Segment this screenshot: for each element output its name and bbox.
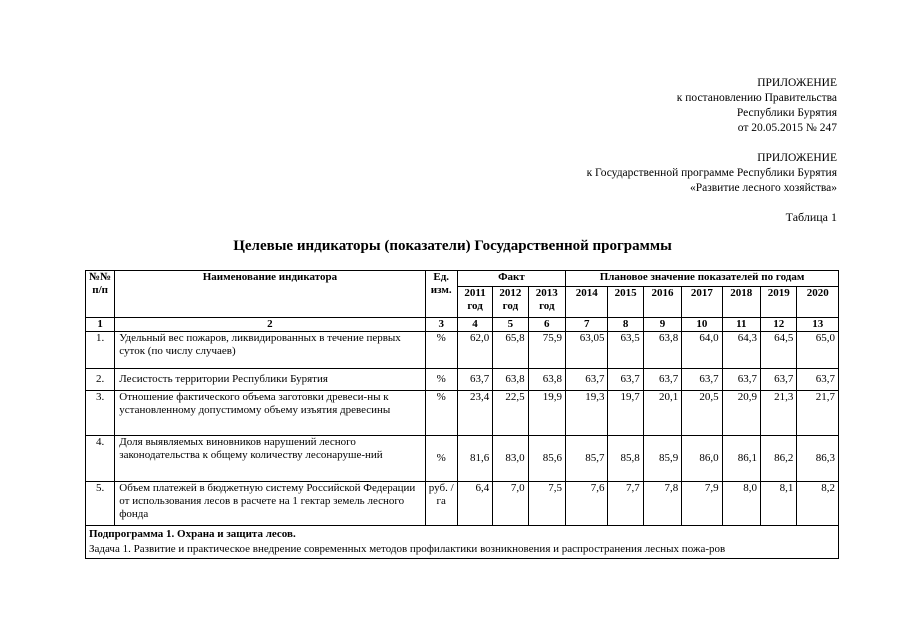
header-plan-year: 2016 bbox=[643, 287, 681, 318]
header-fact-year: 2012 год bbox=[493, 287, 528, 318]
header-plan-year: 2018 bbox=[722, 287, 760, 318]
header-fact: Факт bbox=[457, 271, 565, 287]
column-number: 6 bbox=[528, 318, 565, 332]
indicator-value: 85,9 bbox=[643, 436, 681, 482]
header-plan-year: 2019 bbox=[761, 287, 797, 318]
indicator-value: 7,5 bbox=[528, 482, 565, 526]
indicator-value: 63,5 bbox=[608, 332, 643, 369]
indicator-value: 7,8 bbox=[643, 482, 681, 526]
table-row bbox=[86, 369, 839, 391]
indicator-value: 85,8 bbox=[608, 436, 643, 482]
indicator-name: Отношение фактического объема заготовки древеси-ны к установленному допустимому объему изъятия древесины bbox=[115, 391, 425, 436]
indicator-value: 63,7 bbox=[761, 369, 797, 391]
indicator-name: Удельный вес пожаров, ликвидированных в течение первых суток (по числу случаев) bbox=[115, 332, 425, 369]
indicator-unit: % bbox=[425, 391, 457, 436]
indicator-value: 6,4 bbox=[457, 482, 492, 526]
indicator-value: 63,8 bbox=[493, 369, 528, 391]
annex-line: Республики Бурятия bbox=[736, 107, 837, 119]
subprogram-task: Задача 1. Развитие и практическое внедрение современных методов профилактики возникновения и распространения лесных пожа-ров bbox=[89, 543, 726, 555]
row-number: 5. bbox=[86, 482, 115, 526]
column-number: 3 bbox=[425, 318, 457, 332]
table-row bbox=[86, 332, 839, 369]
indicator-value: 19,3 bbox=[566, 391, 608, 436]
header-plan-year: 2014 bbox=[566, 287, 608, 318]
indicator-value: 20,1 bbox=[643, 391, 681, 436]
indicator-value: 75,9 bbox=[528, 332, 565, 369]
header-plan: Плановое значение показателей по годам bbox=[566, 271, 839, 287]
indicator-name: Объем платежей в бюджетную систему Российской Федерации от использования лесов в расчете на 1 гектар земель лесного фонда bbox=[115, 482, 425, 526]
indicator-value: 21,7 bbox=[797, 391, 839, 436]
table-row bbox=[86, 391, 839, 436]
column-number: 8 bbox=[608, 318, 643, 332]
indicator-name: Доля выявляемых виновников нарушений лесного законодательства к общему количеству лесонаруше-ний bbox=[115, 436, 425, 482]
indicator-value: 85,6 bbox=[528, 436, 565, 482]
indicator-value: 63,7 bbox=[608, 369, 643, 391]
subprogram-title: Подпрограмма 1. Охрана и защита лесов. bbox=[89, 528, 296, 540]
header-plan-year: 2020 bbox=[797, 287, 839, 318]
document-title: Целевые индикаторы (показатели) Государственной программы bbox=[233, 238, 672, 254]
annex-line: «Развитие лесного хозяйства» bbox=[689, 182, 837, 194]
indicator-value: 81,6 bbox=[457, 436, 492, 482]
column-number: 12 bbox=[761, 318, 797, 332]
header-plan-year: 2015 bbox=[608, 287, 643, 318]
annex-block-resolution bbox=[677, 76, 837, 136]
annex-heading: ПРИЛОЖЕНИЕ bbox=[757, 152, 837, 164]
indicator-value: 7,7 bbox=[608, 482, 643, 526]
indicator-value: 86,0 bbox=[682, 436, 722, 482]
annex-line: к Государственной программе Республики Бурятия bbox=[586, 167, 837, 179]
column-number: 10 bbox=[682, 318, 722, 332]
indicator-value: 8,2 bbox=[797, 482, 839, 526]
indicator-unit: % bbox=[425, 436, 457, 482]
indicator-value: 63,7 bbox=[797, 369, 839, 391]
indicator-value: 19,7 bbox=[608, 391, 643, 436]
header-fact-year: 2011 год bbox=[457, 287, 492, 318]
indicator-value: 19,9 bbox=[528, 391, 565, 436]
indicator-value: 64,5 bbox=[761, 332, 797, 369]
annex-date-number: от 20.05.2015 № 247 bbox=[737, 122, 837, 134]
indicator-value: 21,3 bbox=[761, 391, 797, 436]
indicator-value: 63,7 bbox=[457, 369, 492, 391]
row-number: 4. bbox=[86, 436, 115, 482]
indicator-value: 7,6 bbox=[566, 482, 608, 526]
indicator-value: 63,8 bbox=[528, 369, 565, 391]
indicator-value: 23,4 bbox=[457, 391, 492, 436]
column-number: 11 bbox=[722, 318, 760, 332]
annex-line: к постановлению Правительства bbox=[676, 92, 837, 104]
indicator-unit: руб. /га bbox=[425, 482, 457, 526]
indicator-value: 83,0 bbox=[493, 436, 528, 482]
indicator-value: 62,0 bbox=[457, 332, 492, 369]
header-plan-year: 2017 bbox=[682, 287, 722, 318]
indicator-value: 63,7 bbox=[566, 369, 608, 391]
annex-block-program bbox=[587, 151, 837, 196]
column-number: 1 bbox=[86, 318, 115, 332]
indicator-value: 64,3 bbox=[722, 332, 760, 369]
indicator-value: 7,9 bbox=[682, 482, 722, 526]
row-number: 3. bbox=[86, 391, 115, 436]
indicator-value: 64,0 bbox=[682, 332, 722, 369]
indicator-value: 8,0 bbox=[722, 482, 760, 526]
indicator-value: 7,0 bbox=[493, 482, 528, 526]
indicator-value: 22,5 bbox=[493, 391, 528, 436]
row-number: 2. bbox=[86, 369, 115, 391]
indicator-value: 20,5 bbox=[682, 391, 722, 436]
annex-heading: ПРИЛОЖЕНИЕ bbox=[757, 77, 837, 89]
indicator-value: 86,2 bbox=[761, 436, 797, 482]
header-unit: Ед. изм. bbox=[425, 271, 457, 318]
indicator-name: Лесистость территории Республики Бурятия bbox=[115, 369, 425, 391]
column-number: 9 bbox=[643, 318, 681, 332]
table-row bbox=[86, 436, 839, 482]
indicator-value: 65,0 bbox=[797, 332, 839, 369]
subprogram-cell bbox=[86, 526, 839, 559]
indicator-value: 63,7 bbox=[682, 369, 722, 391]
header-num: №№ п/п bbox=[86, 271, 115, 318]
indicator-unit: % bbox=[425, 369, 457, 391]
column-number: 5 bbox=[493, 318, 528, 332]
indicator-value: 8,1 bbox=[761, 482, 797, 526]
header-fact-year: 2013 год bbox=[528, 287, 565, 318]
indicator-value: 65,8 bbox=[493, 332, 528, 369]
indicator-value: 20,9 bbox=[722, 391, 760, 436]
column-number: 2 bbox=[115, 318, 425, 332]
table-row bbox=[86, 482, 839, 526]
column-number: 7 bbox=[566, 318, 608, 332]
indicator-value: 86,1 bbox=[722, 436, 760, 482]
indicators-table bbox=[85, 270, 839, 559]
indicator-value: 63,7 bbox=[643, 369, 681, 391]
header-indicator-name: Наименование индикатора bbox=[115, 271, 425, 318]
column-number: 4 bbox=[457, 318, 492, 332]
indicator-value: 63,8 bbox=[643, 332, 681, 369]
indicator-value: 86,3 bbox=[797, 436, 839, 482]
table-label: Таблица 1 bbox=[785, 210, 837, 224]
indicator-value: 85,7 bbox=[566, 436, 608, 482]
indicator-value: 63,05 bbox=[566, 332, 608, 369]
subprogram-row bbox=[86, 526, 839, 559]
indicator-value: 63,7 bbox=[722, 369, 760, 391]
indicator-unit: % bbox=[425, 332, 457, 369]
row-number: 1. bbox=[86, 332, 115, 369]
column-number: 13 bbox=[797, 318, 839, 332]
